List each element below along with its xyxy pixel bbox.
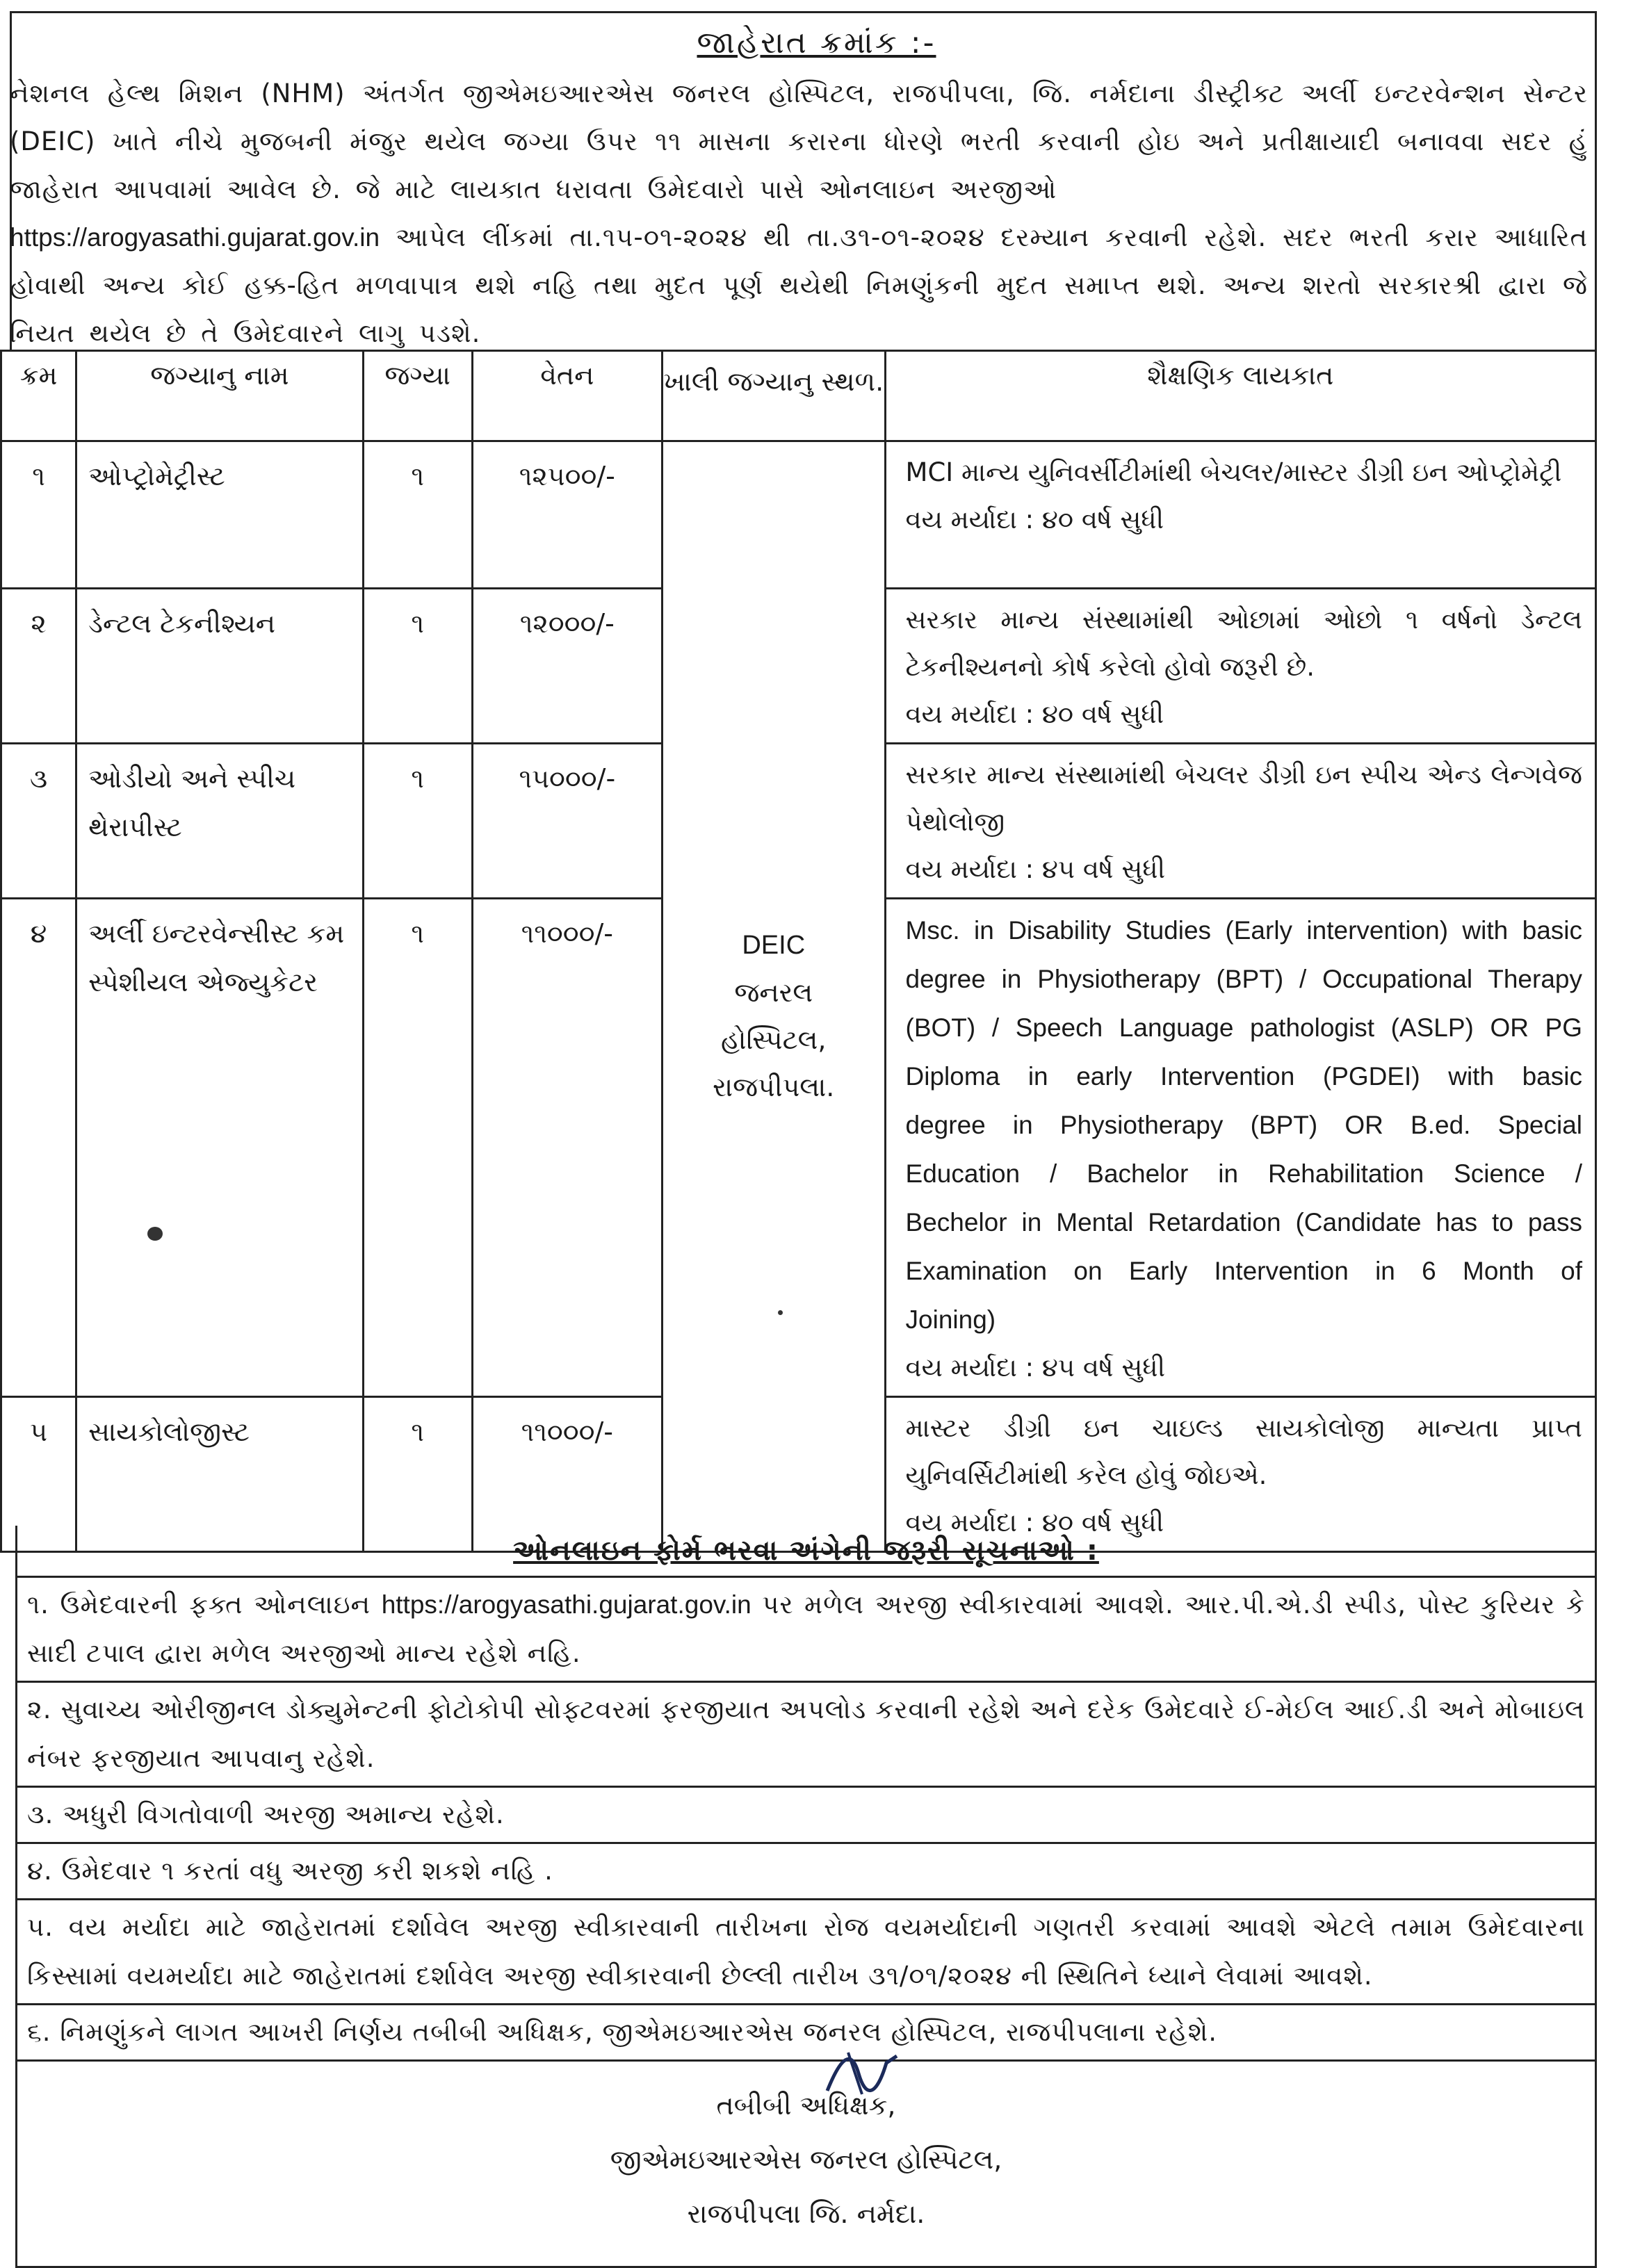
header-post-name: જગ્યાનુ નામ	[76, 351, 364, 441]
instruction-item-1	[17, 1576, 1595, 1681]
location-line3: હોસ્પિટલ,	[720, 1025, 827, 1055]
row-posts: ૧	[363, 744, 472, 899]
location-line2: જનરલ	[734, 977, 813, 1008]
row-posts: ૧	[363, 441, 472, 589]
row-qualification	[885, 441, 1595, 589]
qualification-text: સરકાર માન્ય સંસ્થામાંથી બેચલર ડીગ્રી ઇન સ્પીચ એન્ડ લેન્ગવેજ પેથોલોજી	[905, 760, 1582, 837]
row-post-name: ઓડીયો અને સ્પીચ થેરાપીસ્ટ	[76, 744, 364, 899]
qualification-text: માસ્ટર ડીગ્રી ઇન ચાઇલ્ડ સાયકોલોજી માન્યતા પ્રાપ્ત યુનિવર્સિટીમાંથી કરેલ હોવું જોઇએ.	[905, 1413, 1582, 1490]
row-no: ૧	[1, 441, 76, 589]
instruction-item-2: ૨. સુવાચ્ય ઓરીજીનલ ડોક્યુમેન્ટની ફોટોકોપી સોફ્ટવરમાં ફરજીયાત અપલોડ કરવાની રહેશે અને દરેક ઉમેદવારે ઈ-મેઈલ આઈ.ડી અને મોબાઇલ નંબર ફરજીયાત આપવાનુ રહેશે.	[17, 1681, 1595, 1786]
row-post-name: ડેન્ટલ ટેકનીશ્યન	[76, 589, 364, 744]
row-qualification	[885, 744, 1595, 899]
row-qualification	[885, 589, 1595, 744]
location-line1: DEIC	[742, 931, 806, 960]
scan-dot-icon	[778, 1310, 783, 1315]
instruction-item-3: ૩. અધુરી વિગતોવાળી અરજી અમાન્ય રહેશે.	[17, 1786, 1595, 1842]
intro-paragraph	[10, 70, 1588, 357]
row-location	[662, 441, 885, 1552]
row-posts: ૧	[363, 589, 472, 744]
row-pay: ૧૧૦૦૦/-	[472, 1397, 662, 1552]
instruction-1-post: પર મળેલ અરજી સ્વીકારવામાં આવશે. આર.પી.એ.ડી સ્પીડ, પોસ્ટ કુરિયર કે સાદી ટપાલ દ્વારા મળેલ અરજીઓ માન્ય રહેશે નહિ.	[27, 1590, 1585, 1668]
age-limit: વય મર્યાદા : ૪૫ વર્ષ સુધી	[905, 854, 1166, 884]
table-row	[1, 441, 1596, 589]
row-no: ૫	[1, 1397, 76, 1552]
row-pay: ૧૫૦૦૦/-	[472, 744, 662, 899]
handwritten-signature-icon	[820, 2042, 904, 2105]
signature-line-1: તબીબી અધિક્ષક,	[716, 2090, 896, 2121]
row-no: ૨	[1, 589, 76, 744]
row-no: ૩	[1, 744, 76, 899]
intro-text-part1: નેશનલ હેલ્થ મિશન (NHM) અંતર્ગત જીએમઇઆરએસ જનરલ હોસ્પિટલ, રાજપીપલા, જિ. નર્મદાના ડીસ્ટ્રીક્ટ અર્લી ઇન્ટરવેન્શન સેન્ટર (DEIC) ખાતે નીચે મુજબની મંજુર થયેલ જગ્યા ઉપર ૧૧ માસના કરારના ધોરણે ભરતી કરવાની હોઇ અને પ્રતીક્ષાયાદી બનાવવા સદર હું જાહેરાત આપવામાં આવેલ છે. જે માટે લાયકાત ધરાવતા ઉમેદવારો પાસે ઓનલાઇન અરજીઓ	[10, 79, 1588, 204]
row-pay: ૧૧૦૦૦/-	[472, 899, 662, 1397]
signature-line-3: રાજપીપલા જિ. નર્મદા.	[687, 2198, 925, 2229]
row-qualification	[885, 899, 1595, 1397]
qualification-text: Msc. in Disability Studies (Early intervention) with basic degree in Physiotherapy (BPT) / Occupational Therapy (BOT) / Speech Language pathologist (ASLP) OR PG Diploma in early Intervention (PGDEI) with basic degree in Physiotherapy (BPT) OR B.ed. Special Education / Bachelor in Rehabilitation Science / Bechelor in Mental Retardation (Candidate has to pass Examination on Early Intervention in 6 Month of Joining)	[905, 916, 1582, 1334]
row-pay: ૧૨૦૦૦/-	[472, 589, 662, 744]
intro-url-link[interactable]: https://arogyasathi.gujarat.gov.in	[10, 223, 380, 252]
intro-text-part2: આપેલ લીંકમાં તા.૧૫-૦૧-૨૦૨૪ થી તા.૩૧-૦૧-૨૦૨૪ દરમ્યાન કરવાની રહેશે. સદર ભરતી કરાર આધારિત હોવાથી અન્ય કોઈ હક્ક-હિત મળવાપાત્ર થશે નહિ તથા મુદત પૂર્ણ થયેથી નિમણુંકની મુદત સમાપ્ત થશે. અન્ય શરતો સરકારશ્રી દ્વારા જે નિયત થયેલ છે તે ઉમેદવારને લાગુ પડશે.	[10, 222, 1589, 348]
instruction-item-4: ૪. ઉમેદવાર ૧ કરતાં વધુ અરજી કરી શકશે નહિ .	[17, 1842, 1595, 1898]
instruction-item-5: ૫. વય મર્યાદા માટે જાહેરાતમાં દર્શાવેલ અરજી સ્વીકારવાની તારીખના રોજ વયમર્યાદાની ગણતરી કરવામાં આવશે એટલે તમામ ઉમેદવારના કિસ્સામાં વયમર્યાદા માટે જાહેરાતમાં દર્શાવેલ અરજી સ્વીકારવાની છેલ્લી તારીખ ૩૧/૦૧/૨૦૨૪ ની સ્થિતિને ધ્યાને લેવામાં આવશે.	[17, 1898, 1595, 2003]
vacancy-table	[0, 350, 1597, 1553]
instruction-item-6: ૬. નિમણુંકને લાગત આખરી નિર્ણય તબીબી અધિક્ષક, જીએમઇઆરએસ જનરલ હોસ્પિટલ, રાજપીપલાના રહેશે.	[17, 2003, 1595, 2059]
header-location: ખાલી જગ્યાનુ સ્થળ.	[662, 351, 885, 441]
row-post-name: ઓપ્ટ્રોમેટ્રીસ્ટ	[76, 441, 364, 589]
age-limit: વય મર્યાદા : ૪૦ વર્ષ સુધી	[905, 1508, 1164, 1537]
age-limit: વય મર્યાદા : ૪૦ વર્ષ સુધી	[905, 505, 1164, 535]
instruction-1-url[interactable]: https://arogyasathi.gujarat.gov.in	[381, 1590, 751, 1619]
age-limit: વય મર્યાદા : ૪૦ વર્ષ સુધી	[905, 699, 1164, 729]
instructions-section	[15, 1526, 1597, 2268]
header-posts: જગ્યા	[363, 351, 472, 441]
table-header-row	[1, 351, 1596, 441]
qualification-text: MCI માન્ય યુનિવર્સીટીમાંથી બેચલર/માસ્ટર ડીગ્રી ઇન ઓપ્ટ્રોમેટ્રી	[905, 457, 1562, 487]
row-posts: ૧	[363, 899, 472, 1397]
row-post-name: સાયકોલોજીસ્ટ	[76, 1397, 364, 1552]
row-post-name: અર્લી ઇન્ટરવેન્સીસ્ટ કમ સ્પેશીયલ એજ્યુકેટર	[76, 899, 364, 1397]
signature-line-2: જીએમઇઆરએસ જનરલ હોસ્પિટલ,	[610, 2144, 1002, 2175]
instruction-1-pre: ૧. ઉમેદવારની ફક્ત ઓનલાઇન	[27, 1590, 371, 1620]
row-no: ૪	[1, 899, 76, 1397]
location-line4: રાજપીપલા.	[713, 1072, 835, 1102]
header-qualification: શૈક્ષણિક લાયકાત	[885, 351, 1595, 441]
instructions-title: ઓનલાઇન ફોર્મ ભરવા અંગેની જરૂરી સૂચનાઓ :	[513, 1535, 1099, 1567]
row-pay: ૧૨૫૦૦/-	[472, 441, 662, 589]
qualification-text: સરકાર માન્ય સંસ્થામાંથી ઓછામાં ઓછો ૧ વર્ષનો ડેન્ટલ ટેકનીશ્યનનો કોર્ષ કરેલો હોવો જરૂરી છે.	[905, 605, 1582, 682]
age-limit: વય મર્યાદા : ૪૫ વર્ષ સુધી	[905, 1353, 1166, 1382]
row-posts: ૧	[363, 1397, 472, 1552]
advertisement-title: જાહેરાત ક્રમાંક :-	[697, 25, 936, 60]
scan-speck-icon	[147, 1227, 163, 1241]
header-pay: વેતન	[472, 351, 662, 441]
header-no: ક્રમ	[1, 351, 76, 441]
signature-block	[17, 2059, 1595, 2268]
